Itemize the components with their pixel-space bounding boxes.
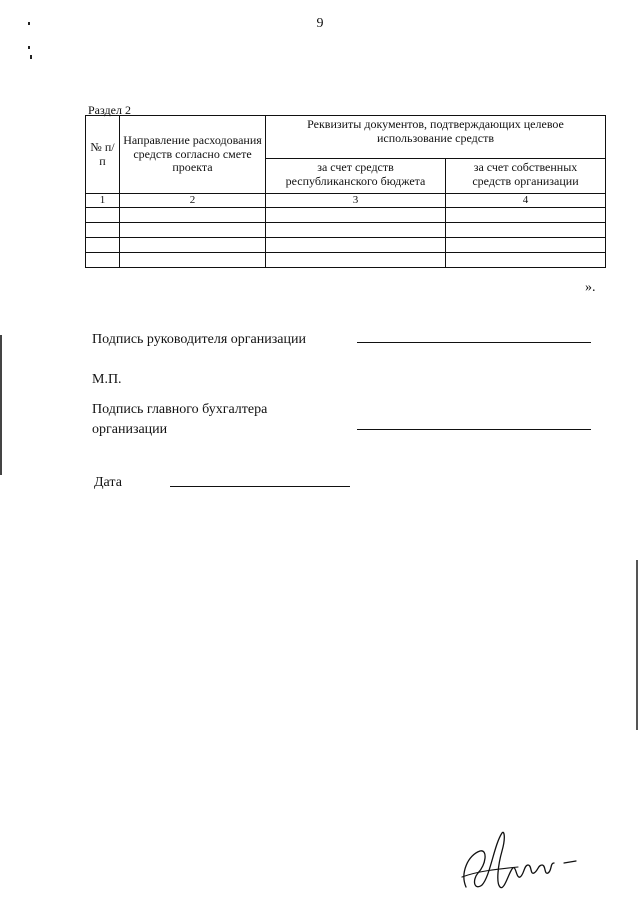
scan-dot [30, 55, 32, 59]
table-row [86, 253, 606, 268]
date-label: Дата [94, 475, 122, 490]
table-cell [120, 238, 266, 253]
table-cell [86, 208, 120, 223]
header-own [446, 159, 606, 194]
head-signature-label: Подпись руководителя организации [92, 332, 306, 347]
scan-edge [636, 560, 638, 730]
closing-quote: ». [585, 280, 596, 295]
handwritten-signature [458, 825, 588, 900]
table-cell [446, 253, 606, 268]
header-budget [266, 159, 446, 194]
scan-dot [28, 22, 30, 25]
table-cell [86, 253, 120, 268]
section-label: Раздел 2 [88, 103, 131, 117]
column-number: 1 [86, 194, 120, 208]
table-cell [86, 223, 120, 238]
accountant-signature-line [357, 429, 591, 430]
expenditure-table [85, 115, 606, 268]
table-cell [266, 238, 446, 253]
table-row [86, 238, 606, 253]
table-cell [266, 253, 446, 268]
table-cell [446, 208, 606, 223]
header-num-label: № п/п [90, 139, 115, 168]
table-cell [446, 223, 606, 238]
header-own-label: за счет собственных средств организации [472, 160, 579, 188]
header-direction [120, 116, 266, 194]
page-number: 9 [316, 16, 324, 31]
header-budget-label: за счет средств республиканского бюджета [285, 160, 426, 188]
table-cell [446, 238, 606, 253]
column-number-row [86, 194, 606, 208]
table-row [86, 223, 606, 238]
column-number: 4 [446, 194, 606, 208]
scan-dot [28, 46, 30, 49]
table-cell [120, 208, 266, 223]
column-number: 2 [120, 194, 266, 208]
table-cell [86, 238, 120, 253]
accountant-signature-label-line2: организации [92, 422, 168, 437]
header-num [86, 116, 120, 194]
header-direction-label: Направление расходования средств согласно смете проекта [123, 132, 262, 175]
table-cell [120, 223, 266, 238]
table-row [86, 208, 606, 223]
accountant-signature-label-line1: Подпись главного бухгалтера [92, 402, 268, 417]
scan-edge [0, 335, 2, 475]
header-requisites [266, 116, 606, 159]
column-number: 3 [266, 194, 446, 208]
table-cell [120, 253, 266, 268]
table-cell [266, 208, 446, 223]
head-signature-line [357, 342, 591, 343]
table-cell [266, 223, 446, 238]
date-line [170, 486, 350, 487]
stamp-label: М.П. [92, 372, 122, 387]
header-requisites-label: Реквизиты документов, подтверждающих целевое использование средств [307, 117, 564, 145]
